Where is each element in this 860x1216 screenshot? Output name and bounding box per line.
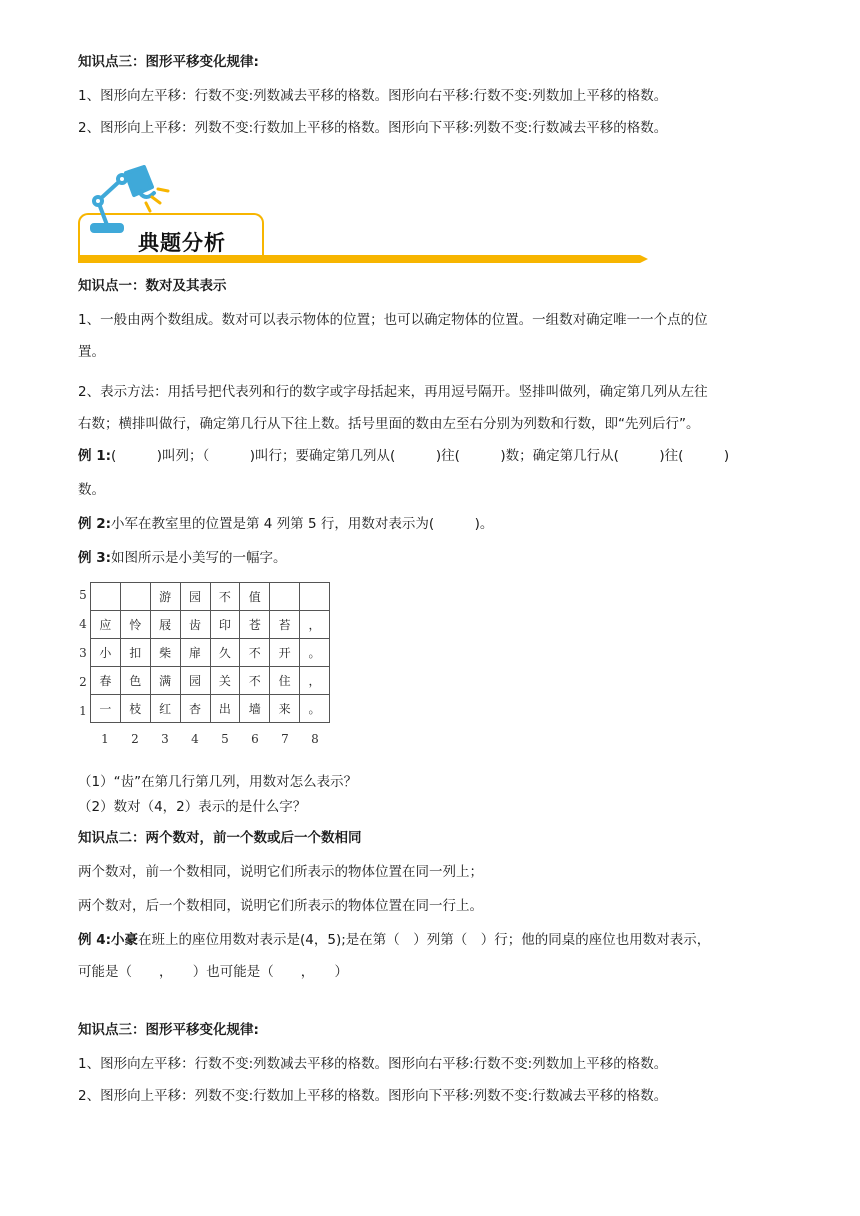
column-label: 1	[101, 732, 109, 746]
example-4-name: 小豪	[111, 932, 138, 948]
grid-cell: 来	[270, 695, 300, 723]
section-heading-translation-top: 知识点三：图形平移变化规律:	[78, 54, 259, 70]
grid-cell: 开	[270, 639, 300, 667]
grid-cell: 满	[150, 667, 180, 695]
grid-cell: 久	[210, 639, 240, 667]
example-4	[78, 924, 788, 956]
grid-cell: 齿	[180, 611, 210, 639]
grid-cell: 。	[300, 695, 330, 723]
question-1: （1）“齿”在第几行第几列，用数对怎么表示？	[78, 774, 358, 790]
rule-up-down-top: 2、图形向上平移：列数不变:行数加上平移的格数。图形向下平移:列数不变:行数减去平移的格数。	[78, 120, 668, 136]
example-4-text: 在班上的座位用数对表示是(4，5);是在第（ ）列第（ ）行；他的同桌的座位也用数对表示，	[138, 932, 711, 948]
example-3-text: 如图所示是小美写的一幅字。	[111, 550, 287, 566]
grid-cell	[120, 583, 150, 611]
grid-cell: 杏	[180, 695, 210, 723]
example-4-label: 例 4:	[78, 932, 111, 948]
row-label: 3	[79, 646, 87, 660]
k2-line1: 两个数对，前一个数相同，说明它们所表示的物体位置在同一列上；	[78, 864, 483, 880]
column-label: 3	[161, 732, 169, 746]
example-1-label: 例 1:	[78, 448, 111, 464]
grid-cell: 印	[210, 611, 240, 639]
grid-cell: 住	[270, 667, 300, 695]
rule-up-down-bottom: 2、图形向上平移：列数不变:行数加上平移的格数。图形向下平移:列数不变:行数减去平移的格数。	[78, 1088, 668, 1104]
grid-cell: 枝	[120, 695, 150, 723]
grid-cell: 色	[120, 667, 150, 695]
grid-row	[91, 611, 330, 639]
grid-row	[91, 583, 330, 611]
column-label: 7	[281, 732, 289, 746]
rule-left-right-top: 1、图形向左平移：行数不变:列数减去平移的格数。图形向右平移:行数不变:列数加上平移的格数。	[78, 88, 668, 104]
grid-cell: ，	[300, 667, 330, 695]
banner-title: 典题分析	[138, 231, 226, 255]
example-1-text: ( )叫列；（ )叫行；要确定第几列从( )往( )数；确定第几行从( )往( )	[111, 448, 730, 464]
grid-cell: 扉	[180, 639, 210, 667]
section-banner	[78, 165, 648, 267]
grid-cell: 墙	[240, 695, 270, 723]
example-2-label: 例 2:	[78, 516, 111, 532]
grid-cell	[91, 583, 121, 611]
grid-row	[91, 695, 330, 723]
grid-cell	[300, 583, 330, 611]
grid-cell: 小	[91, 639, 121, 667]
column-label: 8	[311, 732, 319, 746]
example-1-line2: 数。	[78, 482, 105, 498]
example-3	[78, 542, 788, 574]
grid-cell: 游	[150, 583, 180, 611]
row-label: 1	[79, 704, 87, 718]
grid-cell: 园	[180, 583, 210, 611]
example-4-line2: 可能是（ ， ）也可能是（ ， ）	[78, 964, 348, 980]
row-label: 4	[79, 617, 87, 631]
grid-cell: 不	[240, 667, 270, 695]
example-2	[78, 508, 788, 540]
grid-row	[91, 639, 330, 667]
example-2-text: 小军在教室里的位置是第 4 列第 5 行，用数对表示为( )。	[111, 516, 494, 532]
example-3-label: 例 3:	[78, 550, 111, 566]
grid-cell: 不	[210, 583, 240, 611]
grid-cell: 应	[91, 611, 121, 639]
k1-paragraph2-line1: 2、表示方法：用括号把代表列和行的数字或字母括起来，再用逗号隔开。竖排叫做列，确定第几列从左往	[78, 384, 708, 400]
grid-cell: 出	[210, 695, 240, 723]
grid-cell	[270, 583, 300, 611]
grid-cell: 关	[210, 667, 240, 695]
grid-cell: 春	[91, 667, 121, 695]
column-label: 5	[221, 732, 229, 746]
section-heading-translation-bottom: 知识点三：图形平移变化规律:	[78, 1022, 259, 1038]
character-grid	[78, 578, 340, 750]
grid-cell: 。	[300, 639, 330, 667]
grid-cell: 扣	[120, 639, 150, 667]
grid-cell: 红	[150, 695, 180, 723]
example-1	[78, 440, 788, 472]
banner-bar-tip	[640, 255, 648, 263]
grid-row	[91, 667, 330, 695]
grid-cell: 园	[180, 667, 210, 695]
k1-paragraph1-line2: 置。	[78, 344, 105, 360]
rule-left-right-bottom: 1、图形向左平移：行数不变:列数减去平移的格数。图形向右平移:行数不变:列数加上平移的格数。	[78, 1056, 668, 1072]
column-label: 4	[191, 732, 199, 746]
grid-cell: 一	[91, 695, 121, 723]
grid-cell: 苔	[270, 611, 300, 639]
row-label: 2	[79, 675, 87, 689]
k1-paragraph2-line2: 右数；横排叫做行，确定第几行从下往上数。括号里面的数由左至右分别为列数和行数，即“先列后行”。	[78, 416, 700, 432]
grid-cell: 屐	[150, 611, 180, 639]
k2-line2: 两个数对，后一个数相同，说明它们所表示的物体位置在同一行上。	[78, 898, 483, 914]
grid-cell: 怜	[120, 611, 150, 639]
section-heading-number-pairs: 知识点一：数对及其表示	[78, 278, 227, 294]
column-label: 2	[131, 732, 139, 746]
grid-cell: ，	[300, 611, 330, 639]
grid-cell: 柴	[150, 639, 180, 667]
section-heading-same-number: 知识点二：两个数对，前一个数或后一个数相同	[78, 830, 362, 846]
grid-cell: 不	[240, 639, 270, 667]
grid-cell: 苍	[240, 611, 270, 639]
question-2: （2）数对（4，2）表示的是什么字？	[78, 799, 307, 815]
grid-table	[90, 582, 330, 723]
column-label: 6	[251, 732, 259, 746]
k1-paragraph1-line1: 1、一般由两个数组成。数对可以表示物体的位置；也可以确定物体的位置。一组数对确定唯一一个点的位	[78, 312, 708, 328]
grid-cell: 值	[240, 583, 270, 611]
row-label: 5	[79, 588, 87, 602]
